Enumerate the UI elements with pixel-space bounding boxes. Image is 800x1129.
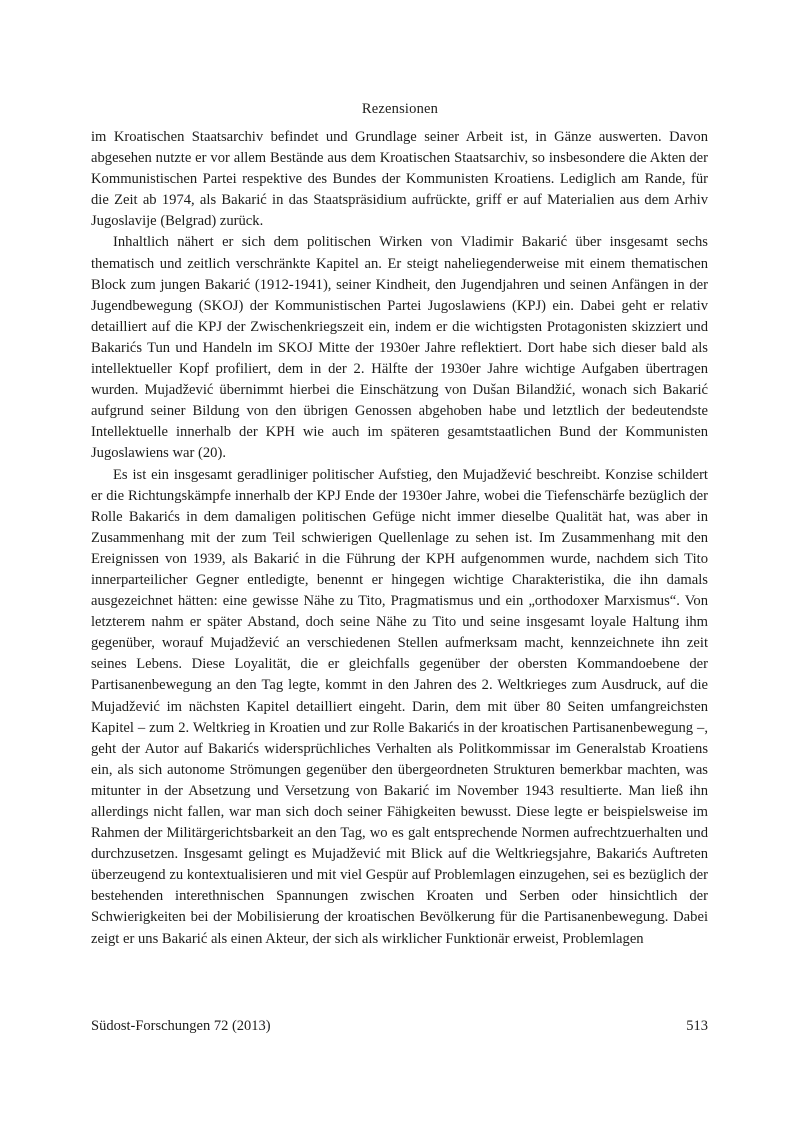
page-number: 513 [686, 1018, 708, 1034]
paragraph-continued: im Kroatischen Staatsarchiv befindet und Grundlage seiner Arbeit ist, in Gänze auswerten. Davon abgesehen nutzte er vor allem Bestände aus dem Kroatischen Staatsarchiv, so insbesondere die Akten der Kommunistischen Partei respektive des Bundes der Kommunisten Kroatiens. Lediglich am Rande, für die Zeit ab 1974, als Bakarić in das Staatspräsidium aufrückte, griff er auf Materialien aus dem Arhiv Jugoslavije (Belgrad) zurück. [91, 129, 708, 230]
paragraph: Es ist ein insgesamt geradliniger politischer Aufstieg, den Mujadžević beschreibt. Konzise schildert er die Richtungskämpfe innerhalb der KPJ Ende der 1930er Jahre, wobei die Tiefenschärfe bezüglich der Rolle Bakarićs in dem damaligen politischen Gefüge nicht immer dieselbe Qualität hat, was aber in Zusammenhang mit der zum Teil schwierigen Quellenlage zu sehen ist. Im Zusammenhang mit den Ereignissen von 1939, als Bakarić in die Führung der KPH aufgenommen wurde, nachdem sich Tito innerparteilicher Gegner entledigte, benennt er hingegen wichtige Charakteristika, die ihn damals ausgezeichnet hätten: eine gewisse Nähe zu Tito, Pragmatismus und ein „orthodoxer Marxismus“. Von letzterem nahm er später Abstand, doch seine Nähe zu Tito und seine insgesamt loyale Haltung ihm gegenüber, worauf Mujadžević an verschiedenen Stellen aufmerksam macht, kennzeichnete ihn zeit seines Lebens. Diese Loyalität, die er gleichfalls gegenüber der obersten Kommandoebene der Partisanenbewegung an den Tag legte, kommt in den Jahren des 2. Weltkrieges zum Ausdruck, auf die Mujadžević im nächsten Kapitel detailliert eingeht. Darin, dem mit über 80 Seiten umfangreichsten Kapitel – zum 2. Weltkrieg in Kroatien und zur Rolle Bakarićs in der kroatischen Partisanenbewegung –, geht der Autor auf Bakarićs widersprüchliches Verhalten als Politkommissar im Generalstab Kroatiens ein, als sich autonome Strömungen gegenüber den übergeordneten Strukturen bemerkbar machten, was mitunter in der Absetzung und Versetzung von Bakarić im November 1943 resultierte. Man ließ ihn allerdings nicht fallen, war man sich doch seiner Fähigkeiten bewusst. Diese legte er beispielsweise im Rahmen der Militärgerichtsbarkeit an den Tag, wo es galt entsprechende Normen aufrechtzuerhalten und durchzusetzen. Insgesamt gelingt es Mujadžević mit Blick auf die Weltkriegsjahre, Bakarićs Auftreten überzeugend zu kontextualisieren und mit viel Gespür auf Problemlagen einzugehen, sei es bezüglich der bestehenden interethnischen Spannungen zwischen Kroaten und Serben oder hinsichtlich der Schwierigkeiten bei der Mobilisierung der kroatischen Bevölkerung für die Partisanenbewegung. Dabei zeigt er uns Bakarić als einen Akteur, der sich als wirklicher Funktionär erweist, Problemlagen [91, 466, 708, 947]
running-head: Rezensionen [361, 101, 439, 117]
paragraph: Inhaltlich nähert er sich dem politischen Wirken von Vladimir Bakarić über insgesamt sechs thematisch und zeitlich verschränkte Kapitel an. Er steigt naheliegenderweise mit einem thematischen Block zum jungen Bakarić (1912-1941), seiner Kindheit, den Jugendjahren und seinen Anfängen in der Jugendbewegung (SKOJ) der Kommunistischen Partei Jugoslawiens (KPJ) ein. Dabei geht er relativ detailliert auf die KPJ der Zwischenkriegszeit ein, indem er die wichtigsten Protagonisten skizziert und Bakarićs Tun und Handeln im SKOJ Mitte der 1930er Jahre reflektiert. Dort habe sich dieser bald als intellektueller Kopf profiliert, dem in der 2. Hälfte der 1930er Jahre wichtige Aufgaben übertragen wurden. Mujadžević übernimmt hierbei die Einschätzung von Dušan Bilandžić, wonach sich Bakarić aufgrund seiner Bildung von den übrigen Genossen abgehoben habe und letztlich der bedeutendste Intellektuelle innerhalb der KPH wie auch im späteren gesamtstaatlichen Bund der Kommunisten Jugoslawiens war (20). [91, 234, 708, 462]
page-footer [91, 1018, 708, 1035]
article-body [91, 127, 708, 950]
journal-citation: Südost-Forschungen 72 (2013) [91, 1018, 271, 1034]
